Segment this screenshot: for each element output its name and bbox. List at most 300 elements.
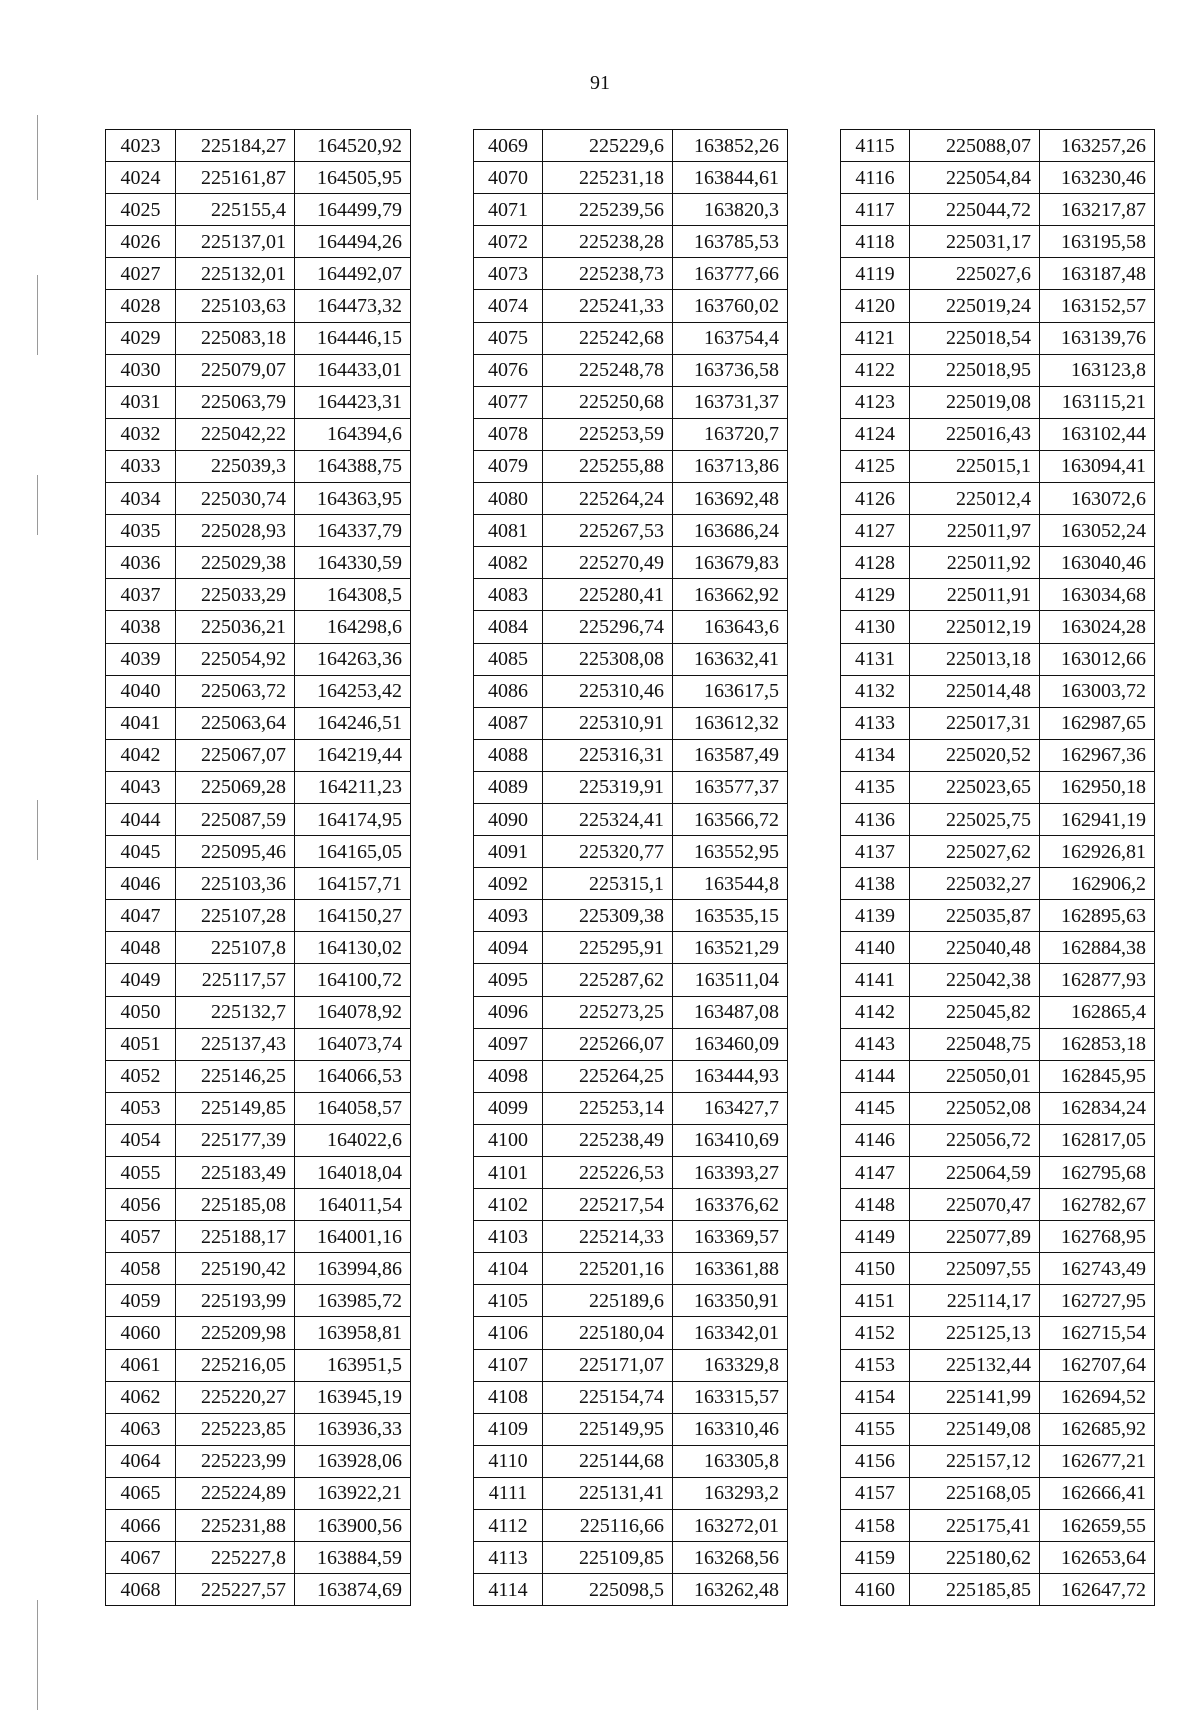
- table-row: [106, 1124, 411, 1156]
- x-coordinate-cell: 225190,42: [176, 1253, 295, 1285]
- point-number-cell: 4040: [106, 675, 176, 707]
- x-coordinate-cell: 225280,41: [543, 579, 673, 611]
- x-coordinate-cell: 225149,85: [176, 1092, 295, 1124]
- y-coordinate-cell: 162647,72: [1040, 1574, 1155, 1606]
- x-coordinate-cell: 225015,1: [910, 450, 1040, 482]
- table-row: [106, 1092, 411, 1124]
- table-row: [106, 1381, 411, 1413]
- x-coordinate-cell: 225063,79: [176, 386, 295, 418]
- point-number-cell: 4068: [106, 1574, 176, 1606]
- point-number-cell: 4078: [474, 418, 543, 450]
- table-row: [474, 611, 788, 643]
- y-coordinate-cell: 163544,8: [673, 868, 788, 900]
- y-coordinate-cell: 162987,65: [1040, 707, 1155, 739]
- table-row: [106, 1574, 411, 1606]
- y-coordinate-cell: 163820,3: [673, 194, 788, 226]
- table-row: [841, 290, 1155, 322]
- x-coordinate-cell: 225063,64: [176, 707, 295, 739]
- table-row: [474, 1574, 788, 1606]
- point-number-cell: 4090: [474, 803, 543, 835]
- point-number-cell: 4145: [841, 1092, 910, 1124]
- y-coordinate-cell: 164433,01: [295, 354, 411, 386]
- x-coordinate-cell: 225019,08: [910, 386, 1040, 418]
- table-row: [106, 579, 411, 611]
- x-coordinate-cell: 225231,88: [176, 1510, 295, 1542]
- y-coordinate-cell: 163072,6: [1040, 483, 1155, 515]
- table-row: [106, 996, 411, 1028]
- x-coordinate-cell: 225033,29: [176, 579, 295, 611]
- point-number-cell: 4045: [106, 836, 176, 868]
- y-coordinate-cell: 163427,7: [673, 1092, 788, 1124]
- table-row: [474, 836, 788, 868]
- y-coordinate-cell: 164174,95: [295, 803, 411, 835]
- point-number-cell: 4088: [474, 739, 543, 771]
- point-number-cell: 4074: [474, 290, 543, 322]
- point-number-cell: 4150: [841, 1253, 910, 1285]
- x-coordinate-cell: 225025,75: [910, 803, 1040, 835]
- x-coordinate-cell: 225035,87: [910, 900, 1040, 932]
- table-row: [474, 130, 788, 162]
- table-row: [841, 771, 1155, 803]
- x-coordinate-cell: 225012,4: [910, 483, 1040, 515]
- point-number-cell: 4085: [474, 643, 543, 675]
- table-row: [106, 1317, 411, 1349]
- point-number-cell: 4151: [841, 1285, 910, 1317]
- x-coordinate-cell: 225180,04: [543, 1317, 673, 1349]
- x-coordinate-cell: 225069,28: [176, 771, 295, 803]
- point-number-cell: 4071: [474, 194, 543, 226]
- point-number-cell: 4051: [106, 1028, 176, 1060]
- table-row: [474, 803, 788, 835]
- table-row: [474, 162, 788, 194]
- x-coordinate-cell: 225149,95: [543, 1413, 673, 1445]
- x-coordinate-cell: 225324,41: [543, 803, 673, 835]
- y-coordinate-cell: 162715,54: [1040, 1317, 1155, 1349]
- table-row: [841, 1221, 1155, 1253]
- y-coordinate-cell: 163187,48: [1040, 258, 1155, 290]
- y-coordinate-cell: 164022,6: [295, 1124, 411, 1156]
- point-number-cell: 4153: [841, 1349, 910, 1381]
- y-coordinate-cell: 164058,57: [295, 1092, 411, 1124]
- table-row: [106, 130, 411, 162]
- table-row: [841, 1349, 1155, 1381]
- point-number-cell: 4144: [841, 1060, 910, 1092]
- table-row: [841, 1317, 1155, 1349]
- x-coordinate-cell: 225270,49: [543, 547, 673, 579]
- x-coordinate-cell: 225095,46: [176, 836, 295, 868]
- y-coordinate-cell: 162967,36: [1040, 739, 1155, 771]
- point-number-cell: 4154: [841, 1381, 910, 1413]
- y-coordinate-cell: 162707,64: [1040, 1349, 1155, 1381]
- x-coordinate-cell: 225273,25: [543, 996, 673, 1028]
- x-coordinate-cell: 225098,5: [543, 1574, 673, 1606]
- x-coordinate-cell: 225045,82: [910, 996, 1040, 1028]
- y-coordinate-cell: 163643,6: [673, 611, 788, 643]
- y-coordinate-cell: 163012,66: [1040, 643, 1155, 675]
- point-number-cell: 4044: [106, 803, 176, 835]
- point-number-cell: 4053: [106, 1092, 176, 1124]
- table-row: [474, 1060, 788, 1092]
- x-coordinate-cell: 225316,31: [543, 739, 673, 771]
- y-coordinate-cell: 163444,93: [673, 1060, 788, 1092]
- table-row: [841, 1574, 1155, 1606]
- x-coordinate-cell: 225264,25: [543, 1060, 673, 1092]
- x-coordinate-cell: 225149,08: [910, 1413, 1040, 1445]
- table-row: [841, 354, 1155, 386]
- x-coordinate-cell: 225315,1: [543, 868, 673, 900]
- x-coordinate-cell: 225253,14: [543, 1092, 673, 1124]
- y-coordinate-cell: 162677,21: [1040, 1445, 1155, 1477]
- table-row: [841, 868, 1155, 900]
- point-number-cell: 4065: [106, 1477, 176, 1509]
- table-row: [841, 996, 1155, 1028]
- table-row: [841, 258, 1155, 290]
- point-number-cell: 4038: [106, 611, 176, 643]
- y-coordinate-cell: 163844,61: [673, 162, 788, 194]
- x-coordinate-cell: 225077,89: [910, 1221, 1040, 1253]
- x-coordinate-cell: 225027,6: [910, 258, 1040, 290]
- y-coordinate-cell: 163268,56: [673, 1542, 788, 1574]
- point-number-cell: 4110: [474, 1445, 543, 1477]
- table-row: [841, 1445, 1155, 1477]
- table-row: [474, 996, 788, 1028]
- x-coordinate-cell: 225229,6: [543, 130, 673, 162]
- point-number-cell: 4108: [474, 1381, 543, 1413]
- y-coordinate-cell: 162795,68: [1040, 1157, 1155, 1189]
- table-row: [841, 579, 1155, 611]
- table-row: [106, 1028, 411, 1060]
- point-number-cell: 4060: [106, 1317, 176, 1349]
- table-row: [106, 900, 411, 932]
- x-coordinate-cell: 225083,18: [176, 322, 295, 354]
- y-coordinate-cell: 162865,4: [1040, 996, 1155, 1028]
- point-number-cell: 4099: [474, 1092, 543, 1124]
- y-coordinate-cell: 164394,6: [295, 418, 411, 450]
- table-row: [106, 771, 411, 803]
- y-coordinate-cell: 163262,48: [673, 1574, 788, 1606]
- y-coordinate-cell: 163985,72: [295, 1285, 411, 1317]
- y-coordinate-cell: 163754,4: [673, 322, 788, 354]
- x-coordinate-cell: 225242,68: [543, 322, 673, 354]
- x-coordinate-cell: 225012,19: [910, 611, 1040, 643]
- point-number-cell: 4156: [841, 1445, 910, 1477]
- x-coordinate-cell: 225310,46: [543, 675, 673, 707]
- x-coordinate-cell: 225031,17: [910, 226, 1040, 258]
- y-coordinate-cell: 163305,8: [673, 1445, 788, 1477]
- table-row: [474, 194, 788, 226]
- point-number-cell: 4073: [474, 258, 543, 290]
- point-number-cell: 4076: [474, 354, 543, 386]
- x-coordinate-cell: 225087,59: [176, 803, 295, 835]
- table-row: [106, 643, 411, 675]
- point-number-cell: 4059: [106, 1285, 176, 1317]
- point-number-cell: 4026: [106, 226, 176, 258]
- table-row: [841, 130, 1155, 162]
- y-coordinate-cell: 164018,04: [295, 1157, 411, 1189]
- x-coordinate-cell: 225109,85: [543, 1542, 673, 1574]
- table-row: [106, 1060, 411, 1092]
- table-row: [841, 675, 1155, 707]
- y-coordinate-cell: 163736,58: [673, 354, 788, 386]
- x-coordinate-cell: 225214,33: [543, 1221, 673, 1253]
- point-number-cell: 4152: [841, 1317, 910, 1349]
- table-row: [106, 483, 411, 515]
- y-coordinate-cell: 164011,54: [295, 1189, 411, 1221]
- point-number-cell: 4028: [106, 290, 176, 322]
- x-coordinate-cell: 225137,43: [176, 1028, 295, 1060]
- table-row: [841, 1124, 1155, 1156]
- x-coordinate-cell: 225168,05: [910, 1477, 1040, 1509]
- point-number-cell: 4027: [106, 258, 176, 290]
- y-coordinate-cell: 164446,15: [295, 322, 411, 354]
- y-coordinate-cell: 163713,86: [673, 450, 788, 482]
- point-number-cell: 4115: [841, 130, 910, 162]
- point-number-cell: 4067: [106, 1542, 176, 1574]
- table-row: [106, 739, 411, 771]
- y-coordinate-cell: 163139,76: [1040, 322, 1155, 354]
- y-coordinate-cell: 163511,04: [673, 964, 788, 996]
- table-row: [106, 803, 411, 835]
- point-number-cell: 4106: [474, 1317, 543, 1349]
- table-row: [106, 611, 411, 643]
- point-number-cell: 4030: [106, 354, 176, 386]
- point-number-cell: 4141: [841, 964, 910, 996]
- point-number-cell: 4148: [841, 1189, 910, 1221]
- table-row: [106, 418, 411, 450]
- table-row: [841, 1157, 1155, 1189]
- table-row: [841, 322, 1155, 354]
- point-number-cell: 4132: [841, 675, 910, 707]
- x-coordinate-cell: 225320,77: [543, 836, 673, 868]
- point-number-cell: 4091: [474, 836, 543, 868]
- y-coordinate-cell: 164211,23: [295, 771, 411, 803]
- y-coordinate-cell: 164520,92: [295, 130, 411, 162]
- x-coordinate-cell: 225039,3: [176, 450, 295, 482]
- table-row: [841, 1189, 1155, 1221]
- table-row: [841, 1060, 1155, 1092]
- y-coordinate-cell: 162834,24: [1040, 1092, 1155, 1124]
- table-row: [841, 547, 1155, 579]
- table-row: [106, 1445, 411, 1477]
- x-coordinate-cell: 225308,08: [543, 643, 673, 675]
- x-coordinate-cell: 225132,7: [176, 996, 295, 1028]
- y-coordinate-cell: 164473,32: [295, 290, 411, 322]
- point-number-cell: 4146: [841, 1124, 910, 1156]
- table-row: [106, 836, 411, 868]
- x-coordinate-cell: 225267,53: [543, 515, 673, 547]
- point-number-cell: 4114: [474, 1574, 543, 1606]
- table-row: [474, 643, 788, 675]
- y-coordinate-cell: 163257,26: [1040, 130, 1155, 162]
- point-number-cell: 4126: [841, 483, 910, 515]
- point-number-cell: 4070: [474, 162, 543, 194]
- point-number-cell: 4093: [474, 900, 543, 932]
- x-coordinate-cell: 225017,31: [910, 707, 1040, 739]
- x-coordinate-cell: 225188,17: [176, 1221, 295, 1253]
- point-number-cell: 4052: [106, 1060, 176, 1092]
- y-coordinate-cell: 163102,44: [1040, 418, 1155, 450]
- y-coordinate-cell: 163884,59: [295, 1542, 411, 1574]
- point-number-cell: 4069: [474, 130, 543, 162]
- table-row: [474, 1510, 788, 1542]
- point-number-cell: 4043: [106, 771, 176, 803]
- scan-margin-mark: [37, 800, 38, 860]
- point-number-cell: 4031: [106, 386, 176, 418]
- x-coordinate-cell: 225103,36: [176, 868, 295, 900]
- y-coordinate-cell: 163922,21: [295, 1477, 411, 1509]
- y-coordinate-cell: 163662,92: [673, 579, 788, 611]
- y-coordinate-cell: 164494,26: [295, 226, 411, 258]
- table-row: [474, 964, 788, 996]
- y-coordinate-cell: 164505,95: [295, 162, 411, 194]
- table-row: [474, 1349, 788, 1381]
- y-coordinate-cell: 163034,68: [1040, 579, 1155, 611]
- point-number-cell: 4133: [841, 707, 910, 739]
- x-coordinate-cell: 225309,38: [543, 900, 673, 932]
- x-coordinate-cell: 225185,08: [176, 1189, 295, 1221]
- x-coordinate-cell: 225103,63: [176, 290, 295, 322]
- x-coordinate-cell: 225067,07: [176, 739, 295, 771]
- table-row: [474, 675, 788, 707]
- point-number-cell: 4130: [841, 611, 910, 643]
- point-number-cell: 4032: [106, 418, 176, 450]
- x-coordinate-cell: 225310,91: [543, 707, 673, 739]
- y-coordinate-cell: 163410,69: [673, 1124, 788, 1156]
- x-coordinate-cell: 225137,01: [176, 226, 295, 258]
- point-number-cell: 4103: [474, 1221, 543, 1253]
- y-coordinate-cell: 163587,49: [673, 739, 788, 771]
- table-row: [474, 290, 788, 322]
- point-number-cell: 4111: [474, 1477, 543, 1509]
- y-coordinate-cell: 163945,19: [295, 1381, 411, 1413]
- x-coordinate-cell: 225185,85: [910, 1574, 1040, 1606]
- x-coordinate-cell: 225189,6: [543, 1285, 673, 1317]
- table-row: [106, 964, 411, 996]
- y-coordinate-cell: 163369,57: [673, 1221, 788, 1253]
- point-number-cell: 4061: [106, 1349, 176, 1381]
- table-row: [474, 1157, 788, 1189]
- x-coordinate-cell: 225131,41: [543, 1477, 673, 1509]
- x-coordinate-cell: 225296,74: [543, 611, 673, 643]
- table-row: [474, 579, 788, 611]
- y-coordinate-cell: 164499,79: [295, 194, 411, 226]
- y-coordinate-cell: 164388,75: [295, 450, 411, 482]
- point-number-cell: 4039: [106, 643, 176, 675]
- table-row: [841, 1510, 1155, 1542]
- y-coordinate-cell: 163350,91: [673, 1285, 788, 1317]
- point-number-cell: 4155: [841, 1413, 910, 1445]
- table-row: [474, 739, 788, 771]
- y-coordinate-cell: 162895,63: [1040, 900, 1155, 932]
- table-row: [841, 932, 1155, 964]
- x-coordinate-cell: 225011,97: [910, 515, 1040, 547]
- coordinates-table-1: [105, 129, 411, 1606]
- table-row: [474, 450, 788, 482]
- x-coordinate-cell: 225295,91: [543, 932, 673, 964]
- table-row: [474, 868, 788, 900]
- y-coordinate-cell: 163612,32: [673, 707, 788, 739]
- y-coordinate-cell: 163994,86: [295, 1253, 411, 1285]
- point-number-cell: 4079: [474, 450, 543, 482]
- x-coordinate-cell: 225052,08: [910, 1092, 1040, 1124]
- point-number-cell: 4096: [474, 996, 543, 1028]
- point-number-cell: 4112: [474, 1510, 543, 1542]
- coordinates-table-3: [840, 129, 1155, 1606]
- y-coordinate-cell: 163024,28: [1040, 611, 1155, 643]
- table-row: [841, 1477, 1155, 1509]
- x-coordinate-cell: 225011,92: [910, 547, 1040, 579]
- point-number-cell: 4047: [106, 900, 176, 932]
- table-row: [474, 771, 788, 803]
- x-coordinate-cell: 225050,01: [910, 1060, 1040, 1092]
- y-coordinate-cell: 163777,66: [673, 258, 788, 290]
- point-number-cell: 4149: [841, 1221, 910, 1253]
- y-coordinate-cell: 162906,2: [1040, 868, 1155, 900]
- x-coordinate-cell: 225028,93: [176, 515, 295, 547]
- x-coordinate-cell: 225238,28: [543, 226, 673, 258]
- x-coordinate-cell: 225048,75: [910, 1028, 1040, 1060]
- table-row: [474, 1477, 788, 1509]
- table-row: [474, 483, 788, 515]
- point-number-cell: 4128: [841, 547, 910, 579]
- point-number-cell: 4075: [474, 322, 543, 354]
- y-coordinate-cell: 162768,95: [1040, 1221, 1155, 1253]
- scan-margin-mark: [37, 1600, 38, 1710]
- y-coordinate-cell: 163632,41: [673, 643, 788, 675]
- y-coordinate-cell: 163460,09: [673, 1028, 788, 1060]
- point-number-cell: 4118: [841, 226, 910, 258]
- table-row: [474, 386, 788, 418]
- table-row: [841, 162, 1155, 194]
- coordinates-table-2: [473, 129, 788, 1606]
- y-coordinate-cell: 163521,29: [673, 932, 788, 964]
- x-coordinate-cell: 225063,72: [176, 675, 295, 707]
- table-row: [474, 1253, 788, 1285]
- y-coordinate-cell: 164263,36: [295, 643, 411, 675]
- x-coordinate-cell: 225193,99: [176, 1285, 295, 1317]
- table-row: [841, 226, 1155, 258]
- point-number-cell: 4135: [841, 771, 910, 803]
- point-number-cell: 4080: [474, 483, 543, 515]
- x-coordinate-cell: 225013,18: [910, 643, 1040, 675]
- x-coordinate-cell: 225132,01: [176, 258, 295, 290]
- x-coordinate-cell: 225107,28: [176, 900, 295, 932]
- y-coordinate-cell: 163329,8: [673, 1349, 788, 1381]
- table-row: [474, 226, 788, 258]
- point-number-cell: 4037: [106, 579, 176, 611]
- y-coordinate-cell: 164066,53: [295, 1060, 411, 1092]
- x-coordinate-cell: 225097,55: [910, 1253, 1040, 1285]
- table-row: [841, 1028, 1155, 1060]
- x-coordinate-cell: 225117,57: [176, 964, 295, 996]
- y-coordinate-cell: 162743,49: [1040, 1253, 1155, 1285]
- point-number-cell: 4138: [841, 868, 910, 900]
- table-row: [106, 1285, 411, 1317]
- x-coordinate-cell: 225226,53: [543, 1157, 673, 1189]
- point-number-cell: 4157: [841, 1477, 910, 1509]
- point-number-cell: 4087: [474, 707, 543, 739]
- point-number-cell: 4050: [106, 996, 176, 1028]
- point-number-cell: 4143: [841, 1028, 910, 1060]
- point-number-cell: 4092: [474, 868, 543, 900]
- table-row: [106, 1253, 411, 1285]
- y-coordinate-cell: 163152,57: [1040, 290, 1155, 322]
- x-coordinate-cell: 225239,56: [543, 194, 673, 226]
- x-coordinate-cell: 225079,07: [176, 354, 295, 386]
- point-number-cell: 4035: [106, 515, 176, 547]
- x-coordinate-cell: 225146,25: [176, 1060, 295, 1092]
- y-coordinate-cell: 163928,06: [295, 1445, 411, 1477]
